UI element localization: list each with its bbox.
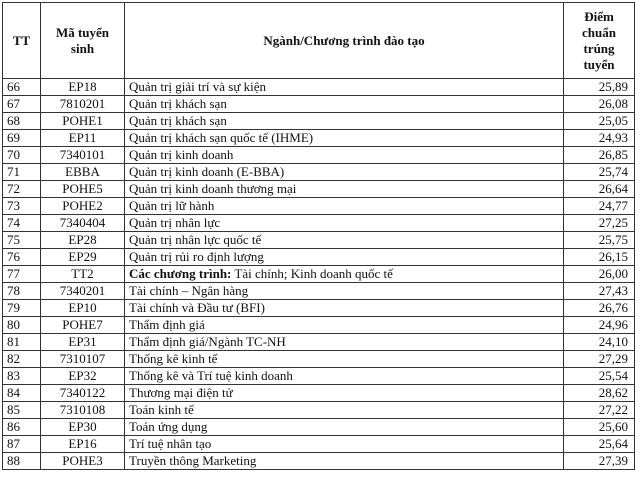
row-tt: 84 [3, 385, 41, 402]
row-score: 24,93 [564, 130, 635, 147]
row-program [125, 300, 564, 317]
row-program [125, 266, 564, 283]
row-program-label: Thẩm định giá/Ngành TC-NH [129, 334, 286, 349]
admission-scores-table [2, 2, 635, 470]
row-score: 27,29 [564, 351, 635, 368]
row-tt: 80 [3, 317, 41, 334]
row-code: EBBA [41, 164, 125, 181]
row-code: 7340101 [41, 147, 125, 164]
row-score: 25,60 [564, 419, 635, 436]
row-tt: 74 [3, 215, 41, 232]
table-row [3, 130, 635, 147]
row-program [125, 317, 564, 334]
row-program-label: Tài chính; Kinh doanh quốc tế [231, 266, 393, 281]
table-row [3, 266, 635, 283]
table-row [3, 419, 635, 436]
row-tt: 66 [3, 79, 41, 96]
table-row [3, 79, 635, 96]
row-tt: 78 [3, 283, 41, 300]
row-program-label: Truyền thông Marketing [129, 453, 257, 468]
row-program [125, 79, 564, 96]
row-code: EP10 [41, 300, 125, 317]
row-code: EP11 [41, 130, 125, 147]
row-program-label: Quản trị nhân lực quốc tế [129, 232, 262, 247]
row-tt: 71 [3, 164, 41, 181]
row-program [125, 334, 564, 351]
row-tt: 86 [3, 419, 41, 436]
table-row [3, 368, 635, 385]
row-score: 25,05 [564, 113, 635, 130]
header-tt: TT [3, 3, 41, 79]
row-program-label: Quản trị kinh doanh thương mại [129, 181, 297, 196]
row-program-label: Quản trị rủi ro định lượng [129, 249, 264, 264]
row-tt: 70 [3, 147, 41, 164]
row-score: 27,22 [564, 402, 635, 419]
row-score: 26,85 [564, 147, 635, 164]
row-program-label: Quản trị kinh doanh (E-BBA) [129, 164, 285, 179]
row-score: 26,08 [564, 96, 635, 113]
row-code: 7310107 [41, 351, 125, 368]
table-row [3, 249, 635, 266]
row-tt: 76 [3, 249, 41, 266]
row-tt: 87 [3, 436, 41, 453]
row-code: POHE3 [41, 453, 125, 470]
row-score: 28,62 [564, 385, 635, 402]
row-program [125, 351, 564, 368]
row-program-label: Toán kinh tế [129, 402, 194, 417]
row-tt: 88 [3, 453, 41, 470]
row-program [125, 436, 564, 453]
row-program [125, 419, 564, 436]
row-program [125, 147, 564, 164]
table-row [3, 317, 635, 334]
row-score: 25,64 [564, 436, 635, 453]
row-program-label: Thống kê kinh tế [129, 351, 218, 366]
row-program-label: Quản trị khách sạn quốc tế (IHME) [129, 130, 314, 145]
table-row [3, 147, 635, 164]
row-program [125, 130, 564, 147]
row-program-label: Thương mại điện tử [129, 385, 233, 400]
table-row [3, 300, 635, 317]
row-code: 7340404 [41, 215, 125, 232]
row-tt: 75 [3, 232, 41, 249]
row-program-label: Quản trị kinh doanh [129, 147, 234, 162]
row-code: 7340122 [41, 385, 125, 402]
row-program-label: Toán ứng dụng [129, 419, 208, 434]
row-code: POHE2 [41, 198, 125, 215]
row-code: EP18 [41, 79, 125, 96]
table-row [3, 198, 635, 215]
row-score: 26,15 [564, 249, 635, 266]
row-score: 24,10 [564, 334, 635, 351]
row-code: POHE5 [41, 181, 125, 198]
row-score: 24,77 [564, 198, 635, 215]
row-tt: 81 [3, 334, 41, 351]
row-code: EP16 [41, 436, 125, 453]
row-tt: 83 [3, 368, 41, 385]
row-program-label: Trí tuệ nhân tạo [129, 436, 212, 451]
table-row [3, 181, 635, 198]
row-program [125, 453, 564, 470]
table-row [3, 164, 635, 181]
row-program [125, 96, 564, 113]
row-score: 25,89 [564, 79, 635, 96]
table-row [3, 113, 635, 130]
row-score: 25,74 [564, 164, 635, 181]
table-row [3, 232, 635, 249]
row-score: 26,00 [564, 266, 635, 283]
row-program [125, 402, 564, 419]
row-tt: 69 [3, 130, 41, 147]
row-program-label: Quản trị nhân lực [129, 215, 221, 230]
row-tt: 72 [3, 181, 41, 198]
header-code: Mã tuyển sinh [41, 3, 125, 79]
row-score: 27,43 [564, 283, 635, 300]
row-score: 26,64 [564, 181, 635, 198]
row-score: 27,25 [564, 215, 635, 232]
row-program-label: Quản trị giải trí và sự kiện [129, 79, 267, 94]
row-code: EP32 [41, 368, 125, 385]
table-row [3, 215, 635, 232]
row-tt: 85 [3, 402, 41, 419]
header-row [3, 3, 635, 79]
row-program [125, 368, 564, 385]
table-row [3, 402, 635, 419]
row-code: 7810201 [41, 96, 125, 113]
row-program-label: Quản trị lữ hành [129, 198, 215, 213]
row-tt: 68 [3, 113, 41, 130]
row-program-label: Quản trị khách sạn [129, 96, 227, 111]
header-score: Điểm chuẩn trúng tuyển [564, 3, 635, 79]
row-program [125, 215, 564, 232]
table-row [3, 283, 635, 300]
header-program: Ngành/Chương trình đào tạo [125, 3, 564, 79]
row-code: EP29 [41, 249, 125, 266]
row-score: 27,39 [564, 453, 635, 470]
row-program [125, 181, 564, 198]
row-program [125, 164, 564, 181]
row-program [125, 249, 564, 266]
row-tt: 73 [3, 198, 41, 215]
row-program [125, 198, 564, 215]
row-code: EP30 [41, 419, 125, 436]
row-code: EP28 [41, 232, 125, 249]
row-program-label: Thống kê và Trí tuệ kinh doanh [129, 368, 293, 383]
row-program-bold: Các chương trình: [129, 266, 232, 281]
row-score: 25,75 [564, 232, 635, 249]
row-program-label: Thẩm định giá [129, 317, 205, 332]
table-row [3, 96, 635, 113]
table-row [3, 436, 635, 453]
row-tt: 77 [3, 266, 41, 283]
row-code: 7310108 [41, 402, 125, 419]
row-code: POHE1 [41, 113, 125, 130]
row-score: 25,54 [564, 368, 635, 385]
row-program-label: Tài chính – Ngân hàng [129, 283, 249, 298]
row-tt: 79 [3, 300, 41, 317]
table-row [3, 351, 635, 368]
row-score: 24,96 [564, 317, 635, 334]
row-program [125, 113, 564, 130]
row-program [125, 232, 564, 249]
row-code: POHE7 [41, 317, 125, 334]
row-program-label: Tài chính và Đầu tư (BFI) [129, 300, 265, 315]
row-code: 7340201 [41, 283, 125, 300]
row-program [125, 283, 564, 300]
row-program-label: Quản trị khách sạn [129, 113, 227, 128]
row-score: 26,76 [564, 300, 635, 317]
table-row [3, 334, 635, 351]
table-row [3, 385, 635, 402]
row-code: EP31 [41, 334, 125, 351]
row-tt: 82 [3, 351, 41, 368]
row-tt: 67 [3, 96, 41, 113]
row-program [125, 385, 564, 402]
table-row [3, 453, 635, 470]
row-code: TT2 [41, 266, 125, 283]
